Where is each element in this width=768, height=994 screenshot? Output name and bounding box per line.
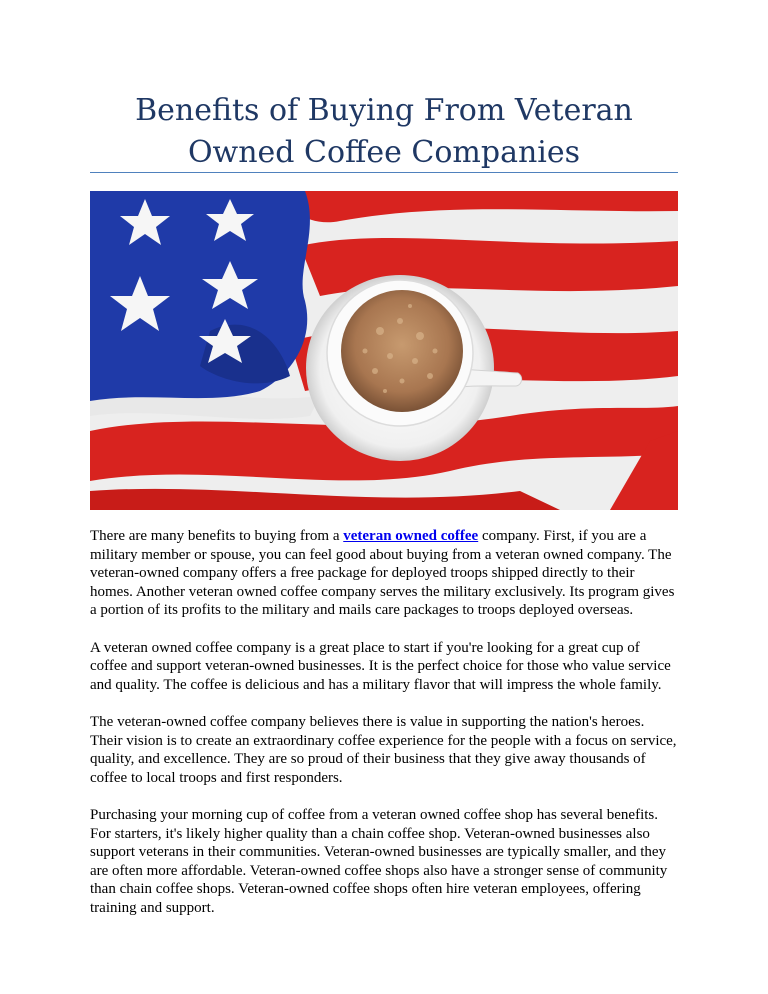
veteran-owned-coffee-link[interactable]: veteran owned coffee	[343, 528, 479, 544]
article-body	[90, 527, 678, 936]
title-underline	[90, 172, 678, 173]
flag-coffee-cup-image	[90, 191, 678, 510]
paragraph-1	[90, 527, 678, 620]
paragraph-2: A veteran owned coffee company is a great place to start if you're looking for a great cup of coffee and support veteran-owned businesses. It is the perfect choice for those who value service and quality. The coffee is delicious and has a military flavor that will impress the whole family.	[90, 639, 671, 693]
paragraph-3: The veteran-owned coffee company believes there is value in supporting the nation's heroes. Their vision is to create an extraordinary coffee experience for the people with a focus on service, quality, and excellence. They are so proud of their business that they give away thousands of coffee to local troops and first responders.	[90, 714, 677, 786]
page-title: Benefits of Buying From Veteran Owned Coffee Companies	[135, 93, 633, 170]
paragraph-4: Purchasing your morning cup of coffee from a veteran owned coffee shop has several benefits. For starters, it's likely higher quality than a chain coffee shop. Veteran-owned businesses also support veterans in their communities. Veteran-owned businesses are typically smaller, and they are often more affordable. Veteran-owned coffee shops also have a stronger sense of community than chain coffee shops. Veteran-owned coffee shops often hire veteran employees, offering training and support.	[90, 807, 668, 916]
paragraph-1-rest: company. First, if you are a military member or spouse, you can feel good about buying from a veteran owned company. The veteran-owned company offers a free package for deployed troops shipped directly to their homes. Another veteran owned coffee company serves the military exclusively. Its program gives a portion of its profits to the military and mails care packages to troops deployed overseas.	[90, 528, 675, 618]
paragraph-1-lead: There are many benefits to buying from a	[90, 528, 344, 544]
